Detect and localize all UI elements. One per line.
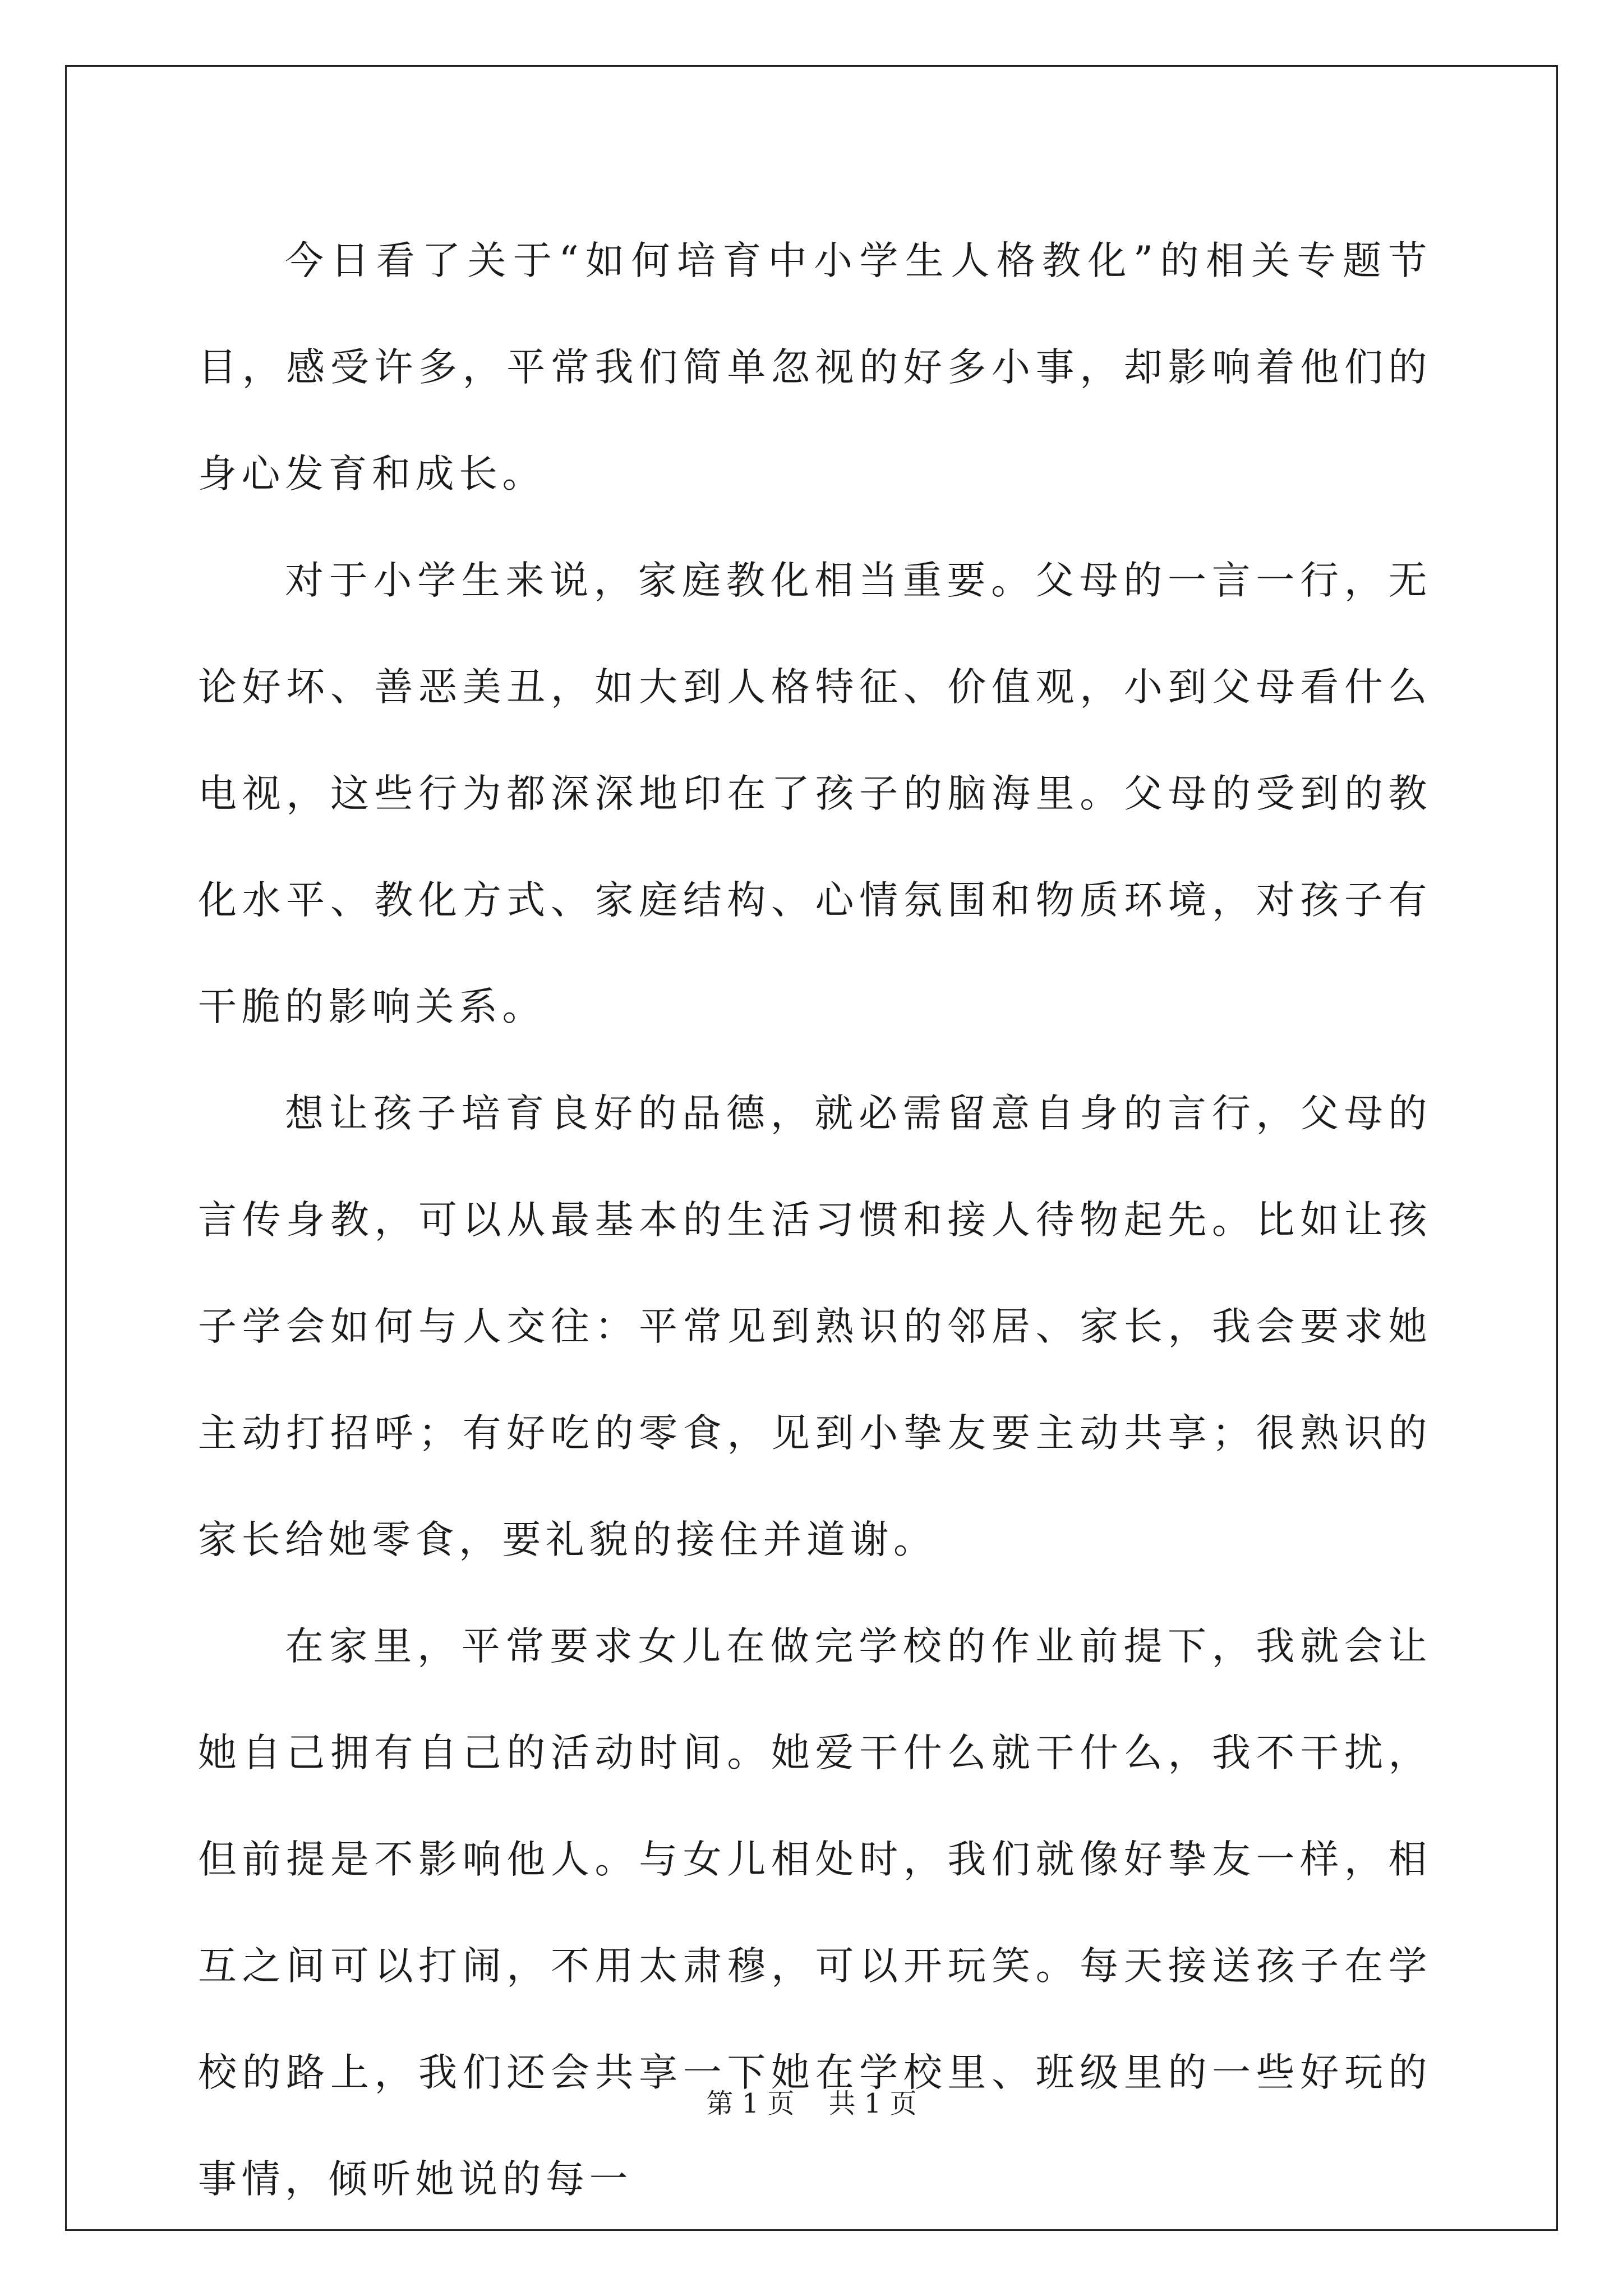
paragraph-4: 在家里，平常要求女儿在做完学校的作业前提下，我就会让她自己拥有自己的活动时间。她爱干什么就干什么，我不干扰，但前提是不影响他人。与女儿相处时，我们就像好挚友一样，相互之间可以打闹，不用太肃穆，可以开玩笑。每天接送孩子在学校的路上，我们还会共享一下她在学校里、班级里的一些好玩的事情，倾听她说的每一 [198, 1624, 1432, 2202]
paragraph-3: 想让孩子培育良好的品德，就必需留意自身的言行，父母的言传身教，可以从最基本的生活习惯和接人待物起先。比如让孩子学会如何与人交往：平常见到熟识的邻居、家长，我会要求她主动打招呼；有好吃的零食，见到小挚友要主动共享；很熟识的家长给她零食，要礼貌的接住并道谢。 [198, 1091, 1432, 1562]
page-footer [0, 2087, 1623, 2120]
page-number: 第 1 页 [706, 2088, 795, 2119]
paragraph-1: 今日看了关于“如何培育中小学生人格教化”的相关专题节目，感受许多，平常我们简单忽视的好多小事，却影响着他们的身心发育和成长。 [198, 238, 1432, 496]
paragraph-2: 对于小学生来说，家庭教化相当重要。父母的一言一行，无论好坏、善恶美丑，如大到人格特征、价值观，小到父母看什么电视，这些行为都深深地印在了孩子的脑海里。父母的受到的教化水平、教化方式、家庭结构、心情氛围和物质环境，对孩子有干脆的影响关系。 [198, 558, 1432, 1029]
page-total: 共 1 页 [828, 2088, 917, 2119]
footer-spacer [794, 2088, 828, 2119]
document-body [198, 208, 1432, 2233]
